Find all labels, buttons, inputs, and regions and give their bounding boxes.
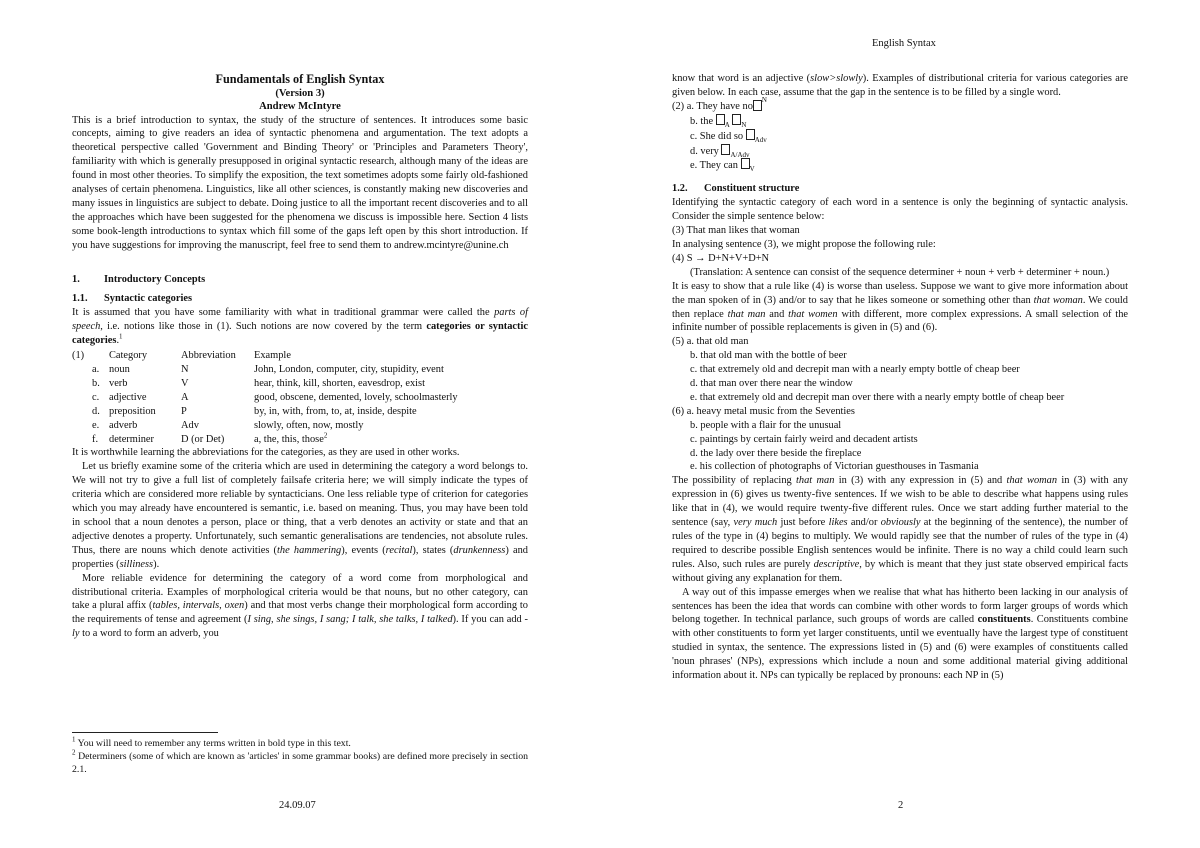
section-title: Introductory Concepts [104,273,206,285]
section-title: Syntactic categories [104,293,193,305]
list-item: b. people with a flair for the unusual [690,419,842,431]
column-header: Example [254,350,291,362]
footnote-2: $^2$ Determiners (some of which are known as 'articles' in some grammar books) are defined more precisely in section 2.1. [72,748,528,775]
paragraph-abbreviations: It is worthwhile learning the abbreviations for the categories, as they are used in other works. [72,447,460,459]
intro-paragraph: This is a brief introduction to syntax, the study of the structure of sentences. It introduces some basic concepts, aiming to give readers an idea of syntactic phenomena and argumentation. The text adopts a theoretical perspective called 'Government and Binding Theory' or 'Principles and Parameters Theory', familiarity with which is generally presupposed in original syntactic research, although many of the ideas are found in most other theories. To simplify the exposition, the text sometimes adopts some fairly old-fashioned analyses of certain phenomena. Linguistics, like all other sciences, is constantly making new discoveries and many issues in linguistics are subject to debate. Doing justice to all the important recent discoveries and to all the approaches which have been suggested for the phenomena we discuss is impossible here. Section 4 lists some book-length introductions to syntax which fill some of the gaps left open by this short introduction. If you have suggestions for improving the manuscript, feel free to send them to andrew.mcintyre@unine.ch [72,114,528,251]
document-version: (Version 3) [275,87,325,99]
section-1-heading [72,273,528,287]
column-header: Category [109,350,148,362]
table-row: e. adverb Adv slowly, often, now, mostly [92,419,364,431]
list-item: e. that extremely old and decrepit man over there with a nearly empty bottle of cheap beer [690,391,1065,403]
paragraph-constituents: A way out of this impasse emerges when we realise that what has hitherto been lacking in our analysis of sentences has been the idea that words can combine with other words to form larger groups of words which belong together. In technical parlance, such groups of words are called constituents. Constituents combine with other constituents to form yet larger constituents, until we eventually have the largest type of constituent studied in syntax, the sentence. The expressions listed in (5) and (6) were examples of constituents called 'noun phrases' (NPs), expressions which include a noun and some additional material giving additional information about it. NPs can typically be replaced by pronouns: each NP in (5) [672,586,1129,682]
table-row: d. preposition P by, in, with, from, to, at, inside, despite [92,405,417,417]
example-number: (1) [72,350,85,362]
example-number: (5) [672,336,685,348]
paragraph-parts-of-speech: It is assumed that you have some familiarity with what in traditional grammar were called the parts of speech, i.e. notions like those in (1). Such notions are now covered by the term categories or syntactic categories.$^1$ [72,307,528,347]
list-item: a. that old man [686,336,749,348]
paragraph-morphological-criteria: More reliable evidence for determining the category of a word come from morphological and distributional criteria. Examples of morphological criteria would be that nouns, but no other category, can take a plural affix (tables, intervals, oxen) and that most verbs change their morphological form according to the requirements of tense and agreement (I sing, she sings, I sang; I talk, she talks, I talked). If you can add -ly to a word to form an adverb, you [72,572,528,640]
table-row: f. determiner D (or Det) a, the, this, those$^2$ [92,431,328,445]
section-number: 1.1. [72,293,88,305]
list-item: b. that old man with the bottle of beer [690,350,847,362]
category-table [72,349,528,446]
paragraph-distributional: know that word is an adjective (slow>slowly). Examples of distributional criteria for various categories are given below. In each case, assume that the gap in the sentence is to be filled by a single word. [672,73,1128,98]
section-title: Constituent structure [704,183,800,195]
right-column [672,72,1128,683]
example-2: (2) a. They have no N b. the $_A$ $_N$ c. She did so $_{Adv}$ d. very $_{A/Adv}$ e. They can $_V$ [672,95,767,174]
example-4: (4) S → D+N+V+D+N [672,252,770,264]
document-title: Fundamentals of English Syntax [215,72,385,86]
page-number: 2 [898,800,904,811]
example-number: (2) [672,100,685,112]
example-number: (6) [672,405,685,417]
list-item: d. the lady over there beside the fireplace [690,447,862,459]
example-5 [672,335,1128,405]
table-row: b. verb V hear, think, kill, shorten, eavesdrop, exist [92,377,425,389]
example-4-translation: (Translation: A sentence can consist of the sequence determiner + noun + verb + determiner + noun.) [690,266,1110,278]
table-row: a. noun N John, London, computer, city, stupidity, event [92,364,444,375]
footer-date: 24.09.07 [279,800,316,811]
running-head: English Syntax [872,38,936,49]
section-number: 1. [72,273,80,285]
document-author: Andrew McIntyre [259,101,341,112]
list-item: c. that extremely old and decrepit man with a nearly empty bottle of cheap beer [690,364,1020,376]
table-row: c. adjective A good, obscene, demented, lovely, schoolmasterly [92,391,458,403]
list-item: e. his collection of photographs of Victorian guesthouses in Tasmania [690,461,979,473]
column-header: Abbreviation [181,350,236,362]
table-header-row [72,349,528,363]
left-column [72,72,528,641]
paragraph-replacement: The possibility of replacing that man in (3) with any expression in (5) and that woman in (3) with any expression in (6) gives us twenty-five sentences. If we wish to be able to describe what happens using rules like that in (4), we would require twenty-five different rules. Once we start adding further material to the sentence (say, very much just before likes and/or obviously at the beginning of the sentence), the number of rules of the type in (4) begins to multiply. We would rapidly see that the number of rules of the type in (4) required to describe possible English sentences would be infinite. There is no way a child could learn such rules. Also, such rules are purely descriptive, by which is meant that they just state observed empirical facts without giving any explanation for them. [672,475,1128,584]
section-1-2-heading [672,182,1128,196]
example-3: (3) That man likes that woman [672,225,800,237]
footnote-ref: 1 [119,332,123,341]
paragraph-syntactic-analysis: Identifying the syntactic category of each word in a sentence is only the beginning of syntactic analysis. Consider the simple sentence below: [672,197,1128,223]
paragraph-rule-critique: It is easy to show that a rule like (4) is worse than useless. Suppose we want to give more information about the man spoken of in (3) and/or to say that he likes someone or something other than that woman. We could then replace that man and that women with different, more complex expressions. A small selection of the infinite number of possible replacements is given in (5) and (6). [672,280,1129,334]
footnote-1: $^1$ You will need to remember any terms written in bold type in this text. [72,735,351,749]
list-item: a. heavy metal music from the Seventies [686,405,855,417]
section-number: 1.2. [672,183,688,195]
section-1-1-heading [72,292,528,306]
footnote-ref: 2 [323,431,328,440]
example-6 [672,405,1128,475]
list-item: d. that man over there near the window [690,378,853,390]
paragraph-rule-intro: In analysing sentence (3), we might propose the following rule: [672,238,936,250]
list-item: c. paintings by certain fairly weird and decadent artists [690,433,918,445]
paragraph-semantic-criteria: Let us briefly examine some of the criteria which are used in determining the category a word belongs to. We will not try to give a full list of completely failsafe criteria here; we will simply indicate the types of criteria which are considered more reliable by syntacticians. One less reliable type of criterion for categories which you may already have encountered is semantic, i.e. based on meaning. Thus, you may have been told in school that a noun denotes a person, place or thing, that a verb denotes an activity or state and that an adjective denotes a property. Unfortunately, such semantic generalisations are tendencies, not absolute rules. Thus, there are nouns which denote activities (the hammering), events (recital), states (drunkenness) and properties (silliness). [72,461,529,570]
footnote-rule [72,732,218,733]
footnotes [72,732,528,776]
